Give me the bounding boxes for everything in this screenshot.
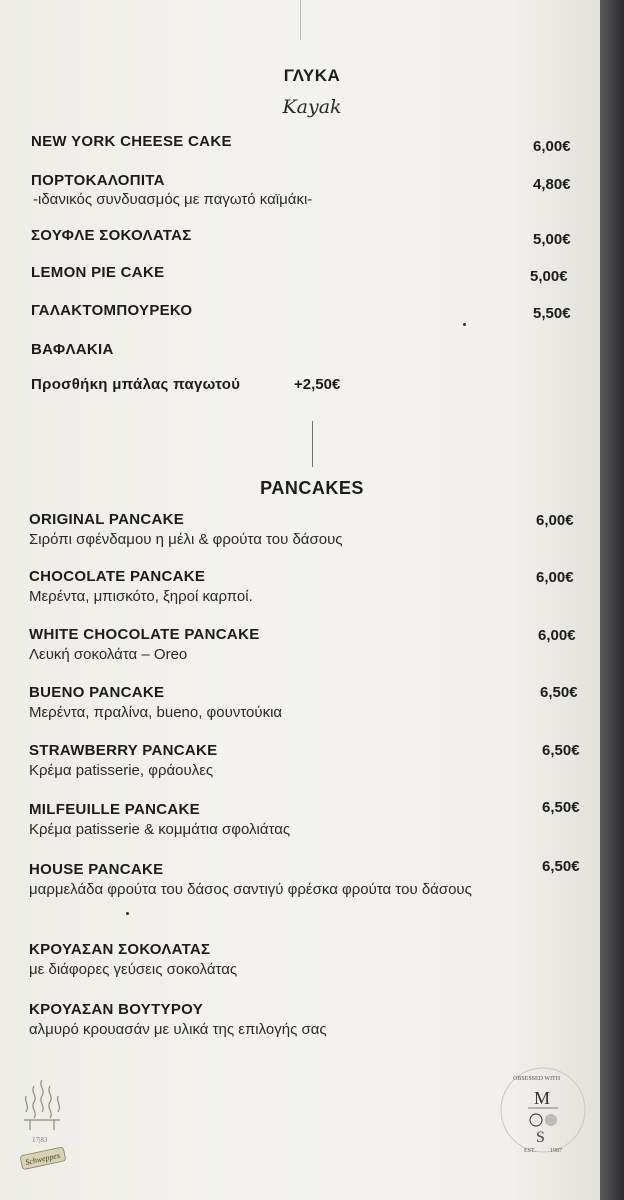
logo-year: 17|83 [32,1136,48,1144]
paper-speck [463,323,466,326]
item-price: 6,00€ [538,627,576,644]
item-description: αλμυρό κρουασάν με υλικά της επιλογής σας [29,1021,327,1038]
item-description: με διάφορες γεύσεις σοκολάτας [29,961,238,978]
item-price: 4,80€ [533,176,571,193]
item-name: STRAWBERRY PANCAKE [29,742,218,759]
item-price: 6,00€ [533,138,571,155]
item-price: +2,50€ [294,376,341,393]
item-name: NEW YORK CHEESE CAKE [31,133,232,150]
sweets-title: ΓΛΥΚΑ [283,66,341,85]
item-name: ΒΑΦΛΑΚΙΑ [31,341,114,358]
item-description: μαρμελάδα φρούτα του δάσος σαντιγύ φρέσκα φρούτα του δάσους [29,881,472,898]
item-description: -ιδανικός συνδυασμός με παγωτό καϊμάκι- [33,191,313,208]
svg-text:M: M [534,1088,551,1108]
item-price: 6,50€ [542,858,580,875]
item-description: Μερέντα, πραλίνα, bueno, φουντούκια [29,704,283,721]
item-name: ΓΑΛΑΚΤΟΜΠΟΥΡΕΚΟ [31,302,193,319]
logo-text: OBSESSED WITH [513,1076,561,1082]
pancakes-title: PANCAKES [260,478,364,498]
item-price: 6,00€ [536,569,574,586]
item-description: Λευκή σοκολάτα – Oreo [29,646,188,663]
item-price: 5,50€ [533,305,571,322]
item-name: MILFEUILLE PANCAKE [29,801,200,818]
item-name: HOUSE PANCAKE [29,861,164,878]
logo-est: EST. [524,1148,536,1154]
item-description: Κρέμα patisserie, φράουλες [29,762,214,779]
item-name: ΚΡΟΥΑΣΑΝ ΣΟΚΟΛΑΤΑΣ [29,941,211,958]
item-price: 5,00€ [530,268,568,285]
item-price: 6,50€ [542,799,580,816]
obsessed-logo [498,1060,588,1170]
item-name: WHITE CHOCOLATE PANCAKE [29,626,260,643]
item-description: Κρέμα patisserie & κομμάτια σφολιάτας [29,821,291,838]
item-price: 6,50€ [540,684,578,701]
item-name: ΠΟΡΤΟΚΑΛΟΠΙΤΑ [31,172,165,189]
item-name: BUENO PANCAKE [29,684,165,701]
sweets-subtitle: Kayak [282,96,342,118]
table-edge [600,0,624,1200]
logo-brand: Schweppes [24,1150,61,1167]
logo-year-right: 1987 [550,1148,562,1154]
item-description: Μερέντα, μπισκότο, ξηροί καρποί. [29,588,253,605]
item-description: Σιρόπι σφένδαμου η μέλι & φρούτα του δάσους [29,531,343,548]
item-price: 6,00€ [536,512,574,529]
item-name: LEMON PIE CAKE [31,264,165,281]
schweppes-logo [14,1072,74,1182]
item-name: Προσθήκη μπάλας παγωτού [31,376,241,393]
item-name: CHOCOLATE PANCAKE [29,568,206,585]
page-fold [300,0,301,40]
item-name: ΚΡΟΥΑΣΑΝ ΒΟΥΤΥΡΟΥ [29,1001,204,1018]
item-price: 6,50€ [542,742,580,759]
paper-speck [126,912,129,915]
item-name: ORIGINAL PANCAKE [29,511,185,528]
item-name: ΣΟΥΦΛΕ ΣΟΚΟΛΑΤΑΣ [31,227,192,244]
svg-text:S: S [536,1129,545,1146]
item-price: 5,00€ [533,231,571,248]
section-divider [312,421,313,467]
